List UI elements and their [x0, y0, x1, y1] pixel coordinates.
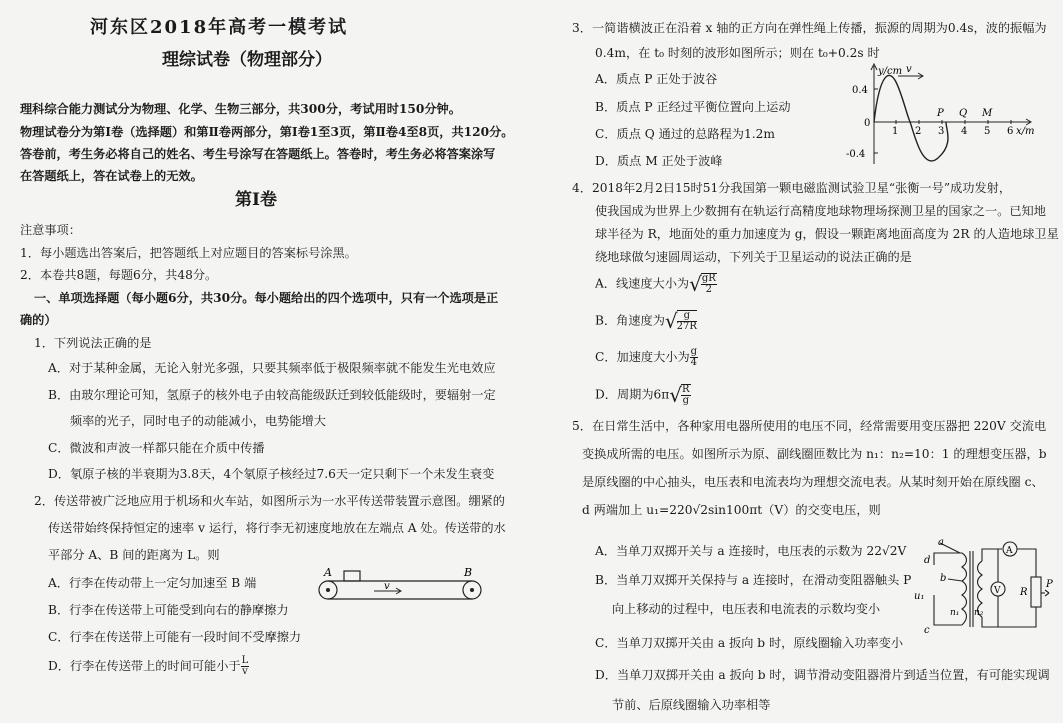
- q5-option-d-line2: 节前、后原线圈输入功率相等: [612, 698, 771, 712]
- q2-option-a: A．行李在传动带上一定匀加速至 B 端: [48, 576, 257, 590]
- note-2: 2．本卷共8题，每题6分，共48分。: [20, 268, 218, 282]
- part1-heading-line2: 确的）: [20, 313, 57, 327]
- q2-stem-line1: 2．传送带被广泛地应用于机场和火车站，如图所示为一水平传送带装置示意图。绷紧的: [34, 494, 505, 508]
- wave-x-label: x/m: [1016, 126, 1035, 137]
- q1-option-a: A．对于某种金属，无论入射光多强，只要其频率低于极限频率就不能发生光电效应: [48, 361, 496, 375]
- wave-v-label: v: [906, 64, 912, 75]
- notes-title: 注意事项：: [20, 223, 81, 237]
- q3-option-d: D．质点 M 正处于波峰: [595, 154, 723, 168]
- wave-tick-1: 1: [892, 126, 899, 137]
- q4-option-c: [595, 347, 698, 368]
- q5-stem-line2: 变换成所需的电压。如图所示为原、副线圈匝数比为 n₁：n₂=10：1 的理想变压器，b: [582, 447, 1047, 461]
- fig-label-b: B: [464, 566, 473, 579]
- q5-stem-line3: 是原线圈的中心抽头，电压表和电流表均为理想交流电表。从某时刻开始在原线圈 c、: [582, 475, 1044, 489]
- wave-y-neg: -0.4: [846, 149, 866, 160]
- q4-c-num: g: [690, 346, 698, 357]
- wave-tick-3: 3: [938, 126, 945, 137]
- q4-b-den: 27R: [676, 321, 697, 332]
- q3-stem-line2: 0.4m，在 t₀ 时刻的波形如图所示；则在 t₀+0.2s 时: [595, 46, 880, 60]
- q4-stem-line3: 球半径为 R，地面处的重力加速度为 g，假设一颗距离地面高度为 2R 的人造地球卫星: [595, 227, 1059, 241]
- q2-option-c: C．行李在传送带上可能有一段时间不受摩擦力: [48, 630, 302, 644]
- circuit-label-a: a: [938, 537, 944, 548]
- q5-option-c: C．当单刀双掷开关由 a 扳向 b 时，原线圈输入功率变小: [595, 636, 904, 650]
- q4-b-num: g: [677, 311, 697, 322]
- q2-option-d: [48, 656, 249, 677]
- q4-stem-line2: 使我国成为世界上少数拥有在轨运行高精度地球物理场探测卫星的国家之一。已知地: [595, 204, 1046, 218]
- circuit-label-n2: n₂: [974, 608, 984, 618]
- q5-option-d-line1: D．当单刀双掷开关由 a 扳向 b 时，调节滑动变阻器滑片到适当位置，有可能实现调: [595, 668, 1050, 682]
- q2-frac-num: L: [241, 655, 249, 666]
- q5-option-a: A．当单刀双掷开关与 a 连接时，电压表的示数为 22√2V: [595, 544, 907, 558]
- q2-stem-line3: 平部分 A、B 间的距离为 L。则: [48, 548, 220, 562]
- q1-stem: 1．下列说法正确的是: [34, 336, 152, 350]
- q4-option-c-text: C．加速度大小为: [595, 350, 690, 364]
- circuit-label-u1: u₁: [914, 591, 925, 602]
- wave-tick-5: 5: [984, 126, 991, 137]
- q5-stem-line4: d 两端加上 u₁=220√2sin100πt（V）的交变电压，则: [582, 503, 881, 517]
- q1-option-d: D．氡原子核的半衰期为3.8天，4个氡原子核经过7.6天一定只剩下一个未发生衰变: [48, 467, 495, 481]
- q1-option-b-line2: 频率的光子，同时电子的动能减小，电势能增大: [70, 414, 326, 428]
- q1-option-b-line1: B．由玻尔理论可知，氢原子的核外电子由较高能级跃迁到较低能级时，要辐射一定: [48, 388, 496, 402]
- circuit-label-n1: n₁: [950, 608, 960, 618]
- q4-option-a-text: A．线速度大小为: [595, 276, 690, 291]
- circuit-label-p: P: [1046, 579, 1053, 590]
- q1-option-c: C．微波和声波一样都只能在介质中传播: [48, 441, 265, 455]
- intro-line-1: 理科综合能力测试分为物理、化学、生物三部分，共300分，考试用时150分钟。: [20, 102, 461, 116]
- q2-fraction-l-over-v: [241, 656, 250, 677]
- q4-c-den: 4: [690, 357, 698, 368]
- q5-option-b-line1: B．当单刀双掷开关保持与 a 连接时，在滑动变阻器触头 P: [595, 573, 912, 587]
- q4-option-b: [595, 310, 697, 332]
- wave-tick-4: 4: [961, 126, 968, 137]
- exam-subtitle: 理综试卷（物理部分）: [162, 50, 332, 70]
- circuit-label-b: b: [940, 573, 947, 584]
- transformer-circuit: [912, 535, 1057, 635]
- q4-stem-line4: 绕地球做匀速圆周运动，下列关于卫星运动的说法正确的是: [595, 250, 912, 264]
- wave-graph: [840, 60, 1040, 170]
- q4-b-radicand: [677, 310, 697, 332]
- q2-stem-line2: 传送带始终保持恒定的速率 v 运行，将行李无初速度地放在左端点 A 处。传送带的水: [48, 521, 506, 535]
- q4-a-radicand: [701, 273, 717, 295]
- wave-point-m: M: [982, 108, 993, 119]
- q4-a-den: 2: [705, 284, 713, 295]
- intro-line-2: 物理试卷分为第Ⅰ卷（选择题）和第Ⅱ卷两部分，第Ⅰ卷1至3页，第Ⅱ卷4至8页，共120分。: [20, 125, 514, 139]
- circuit-label-d: d: [924, 555, 931, 566]
- q2-frac-den: v: [242, 666, 248, 677]
- q4-a-num: gR: [701, 273, 716, 284]
- q4-option-d-text: D．周期为6π: [595, 387, 670, 402]
- circuit-label-c: c: [924, 625, 930, 635]
- q4-d-radicand: [681, 384, 691, 406]
- intro-line-3: 答卷前，考生务必将自己的姓名、考生号涂写在答题纸上。答卷时，考生务必将答案涂写: [20, 147, 496, 161]
- circuit-label-voltmeter: V: [994, 586, 1001, 596]
- wave-tick-6: 6: [1007, 126, 1014, 137]
- circuit-label-ammeter: A: [1006, 546, 1013, 556]
- q2-option-d-text: D．行李在传送带上的时间可能小于: [48, 659, 241, 673]
- q3-option-c: C．质点 Q 通过的总路程为1.2m: [595, 127, 775, 141]
- fig-label-a: A: [324, 566, 332, 579]
- q4-c-fraction: [690, 347, 698, 368]
- sqrt-sign: √: [664, 309, 678, 333]
- q4-d-num: R: [682, 384, 690, 395]
- note-1: 1．每小题选出答案后，把答题纸上对应题目的答案标号涂黑。: [20, 246, 357, 260]
- intro-line-4: 在答题纸上，答在试卷上的无效。: [20, 169, 203, 183]
- wave-origin: 0: [864, 118, 871, 129]
- q4-option-d: [595, 384, 691, 406]
- wave-point-p: P: [937, 108, 944, 119]
- sqrt-sign: √: [689, 272, 702, 296]
- wave-tick-2: 2: [915, 126, 922, 137]
- fig-label-v: v: [384, 581, 390, 592]
- exam-title: 河东区2018年高考一模考试: [90, 17, 349, 38]
- q3-stem-line1: 3．一简谐横波正在沿着 x 轴的正方向在弹性绳上传播，振源的周期为0.4s，波的振幅为: [572, 21, 1047, 35]
- q5-stem-line1: 5．在日常生活中，各种家用电器所使用的电压不同，经常需要用变压器把 220V 交流电: [572, 419, 1047, 433]
- q3-option-b: B．质点 P 正经过平衡位置向上运动: [595, 100, 791, 114]
- wave-y-pos: 0.4: [852, 85, 868, 96]
- q4-d-den: g: [682, 395, 690, 406]
- q2-option-b: B．行李在传送带上可能受到向右的静摩擦力: [48, 603, 289, 617]
- wave-point-q: Q: [959, 108, 968, 119]
- q3-option-a: A．质点 P 正处于波谷: [595, 72, 718, 86]
- wave-y-label: y/cm: [878, 66, 903, 77]
- part1-heading-line1: 一、单项选择题（每小题6分，共30分。每小题给出的四个选项中，只有一个选项是正: [34, 291, 499, 305]
- q4-stem-line1: 4．2018年2月2日15时51分我国第一颗电磁监测试验卫星“张衡一号”成功发射，: [572, 181, 1012, 195]
- q5-option-b-line2: 向上移动的过程中，电压表和电流表的示数均变小: [612, 602, 881, 616]
- q4-option-b-text: B．角速度为: [595, 313, 665, 328]
- conveyor-belt-figure: [312, 565, 492, 611]
- circuit-label-r: R: [1020, 587, 1028, 598]
- sqrt-sign: √: [669, 383, 683, 407]
- q4-option-a: [595, 273, 717, 295]
- section-title: 第Ⅰ卷: [235, 190, 277, 210]
